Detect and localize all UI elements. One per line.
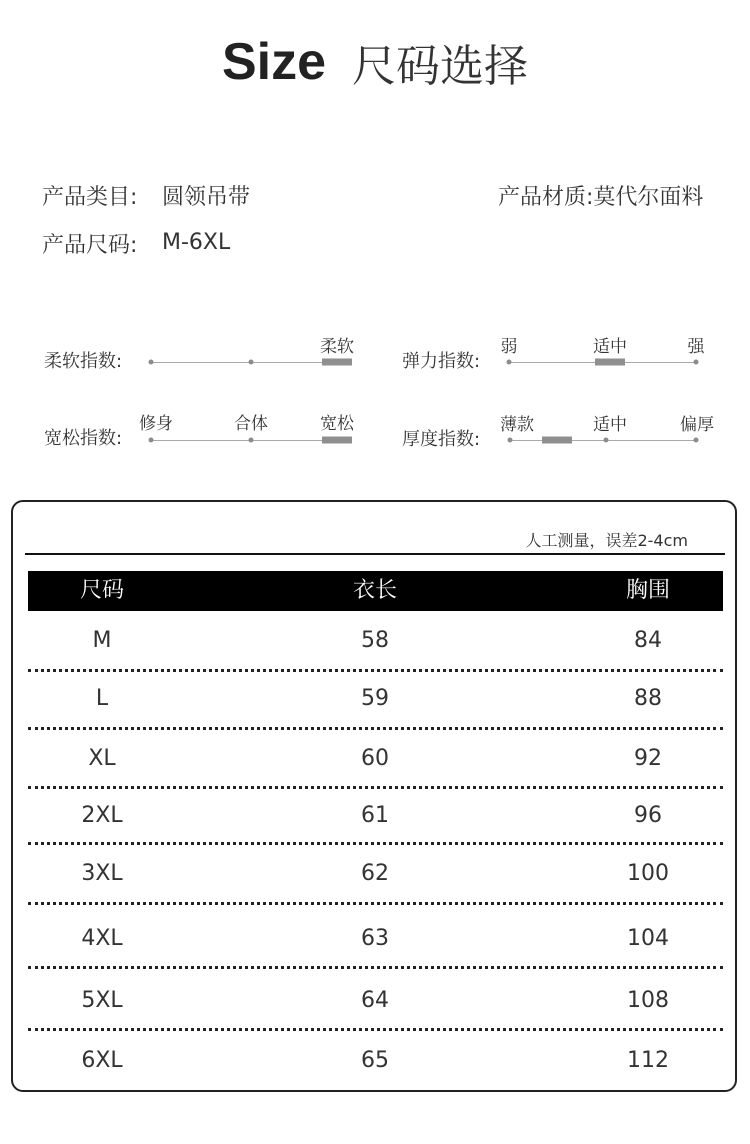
header-length: 衣长 (352, 578, 398, 603)
softness-word-high: 柔软 (320, 337, 354, 357)
row-divider (28, 902, 723, 905)
elasticity-dot (507, 360, 512, 365)
fit-word-high: 宽松 (320, 414, 354, 434)
note-divider (25, 553, 725, 555)
elasticity-label: 弹力指数: (402, 351, 481, 372)
fit-dot (149, 438, 154, 443)
fit-word-mid: 合体 (234, 414, 268, 434)
size-cell: XL (88, 746, 116, 771)
chest-cell: 104 (627, 926, 669, 951)
header-size: 尺码 (79, 578, 125, 603)
elasticity-dot (694, 360, 699, 365)
thickness-word-low: 薄款 (500, 415, 534, 435)
size-value: M-6XL (162, 230, 231, 255)
elasticity-word-high: 强 (687, 337, 705, 357)
size-cell: L (95, 686, 109, 711)
size-table-header (28, 571, 723, 611)
chest-cell: 92 (634, 746, 662, 771)
length-cell: 63 (361, 926, 389, 951)
thickness-dot (508, 438, 513, 443)
length-cell: 61 (361, 803, 389, 828)
length-cell: 59 (361, 686, 389, 711)
length-cell: 60 (361, 746, 389, 771)
row-divider (28, 1028, 723, 1031)
chest-cell: 88 (634, 686, 662, 711)
length-cell: 62 (361, 861, 389, 886)
chest-cell: 108 (627, 988, 669, 1013)
elasticity-word-low: 弱 (500, 337, 518, 357)
thickness-level-bar (542, 437, 572, 444)
header-chest: 胸围 (625, 578, 671, 603)
category-value: 圆领吊带 (162, 185, 251, 210)
size-label: 产品尺码: (42, 233, 138, 258)
measurement-note: 人工测量，误差2-4cm (525, 531, 688, 550)
chest-cell: 100 (627, 861, 669, 886)
fit-dot (249, 438, 254, 443)
length-cell: 58 (361, 628, 389, 653)
thickness-dot (604, 438, 609, 443)
elasticity-word-mid: 适中 (593, 337, 627, 357)
fit-level-bar (322, 437, 352, 444)
length-cell: 64 (361, 988, 389, 1013)
softness-label: 柔软指数: (44, 351, 123, 372)
size-cell: 2XL (81, 803, 123, 828)
fit-label: 宽松指数: (44, 428, 123, 449)
softness-level-bar (322, 359, 352, 366)
row-divider (28, 669, 723, 672)
title-chinese: 尺码选择 (352, 41, 529, 92)
chest-cell: 96 (634, 803, 662, 828)
row-divider (28, 727, 723, 730)
elasticity-level-bar (595, 359, 625, 366)
size-cell: M (92, 628, 112, 653)
row-divider (28, 966, 723, 969)
thickness-word-mid: 适中 (593, 415, 627, 435)
softness-dot (149, 360, 154, 365)
softness-dot (249, 360, 254, 365)
thickness-word-high: 偏厚 (680, 415, 714, 435)
title-english: Size (221, 33, 327, 91)
material-text: 产品材质:莫代尔面料 (498, 185, 704, 210)
size-cell: 4XL (81, 926, 123, 951)
chest-cell: 84 (634, 628, 662, 653)
page-title (0, 30, 750, 94)
row-divider (28, 842, 723, 845)
thickness-label: 厚度指数: (402, 429, 481, 450)
row-divider (28, 786, 723, 789)
size-cell: 6XL (81, 1048, 123, 1073)
chest-cell: 112 (627, 1048, 669, 1073)
category-label: 产品类目: (42, 185, 138, 210)
size-cell: 5XL (81, 988, 123, 1013)
fit-word-low: 修身 (139, 414, 173, 434)
thickness-dot (694, 438, 699, 443)
size-cell: 3XL (81, 861, 123, 886)
length-cell: 65 (361, 1048, 389, 1073)
